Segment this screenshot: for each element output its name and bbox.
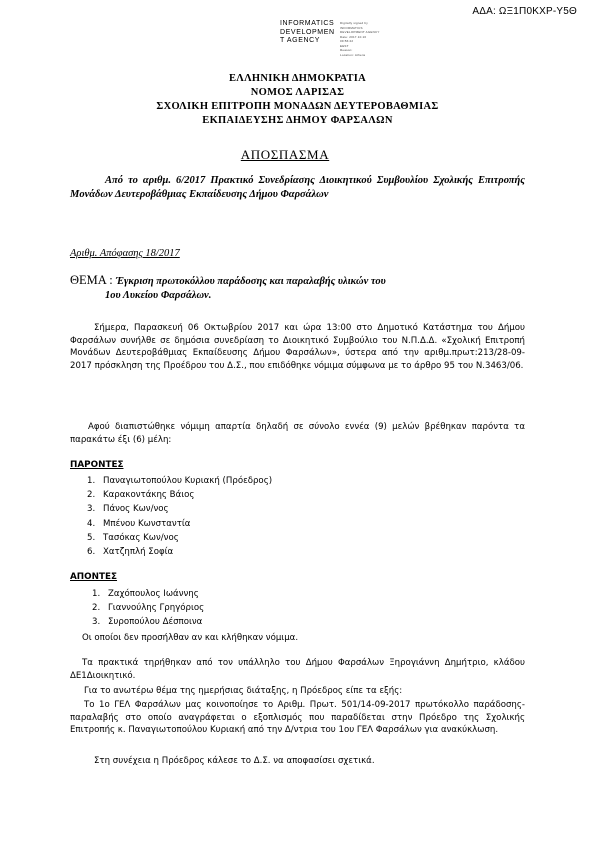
member-name: Ζαχόπουλος Ιωάννης [108,589,199,599]
meeting-paragraph: Σήμερα, Παρασκευή 06 Οκτωβρίου 2017 και ώρα 13:00 στο Δημοτικό Κατάστημα του Δήμου Φαρσάλων συνήλθε σε δημόσια συνεδρίαση το Διοικητικό Συμβούλιο του Ν.Π.Δ.Δ. «Σχολική Επιτροπή Μονάδων Δευτεροβάθμιας Εκπαίδευσης Δήμου Φαρσάλων», ύστερα από την αριθμ.πρωτ:213/28-09-2017 πρόσκληση της Προέδρου του Δ.Σ., που επιδόθηκε νόμιμα σύμφωνα με το άρθρο 95 του Ν.3463/06. [70,323,525,371]
absence-note-paragraph: Οι οποίοι δεν προσήλθαν αν και κλήθηκαν νόμιμα. [82,633,299,643]
list-item [87,545,272,559]
stamp-signer [280,20,335,46]
stamp-detail-line: INFORMATICS [340,25,363,30]
list-item [87,502,272,516]
header-line: ΝΟΜΟΣ ΛΑΡΙΣΑΣ [250,87,345,98]
present-heading: ΠΑΡΟΝΤΕΣ [70,460,124,470]
stamp-detail-line: Digitally signed by [340,21,368,25]
list-number: 2. [92,603,101,614]
subject-label: ΘΕΜΑ : [70,273,116,287]
header-line: ΕΚΠΑΙΔΕΥΣΗΣ ΔΗΜΟΥ ΦΑΡΣΑΛΩΝ [202,115,393,126]
list-item [87,517,272,531]
subject-text-line1: Έγκριση πρωτοκόλλου παράδοσης και παραλαβής υλικών του [115,276,386,287]
list-item [87,531,272,545]
list-item [87,474,272,488]
stamp-detail-line: Reason: [340,48,353,52]
list-item [87,488,272,502]
list-number: 1. [92,589,101,599]
document-title: ΑΠΟΣΠΑΣΜΑ [240,147,330,162]
stamp-detail-line: EEST [340,43,349,48]
list-number: 2. [87,490,96,501]
member-name: Μπένου Κωνσταντία [103,518,191,529]
minutes-keeper-paragraph: Τα πρακτικά τηρήθηκαν από τον υπάλληλο του Δήμου Φαρσάλων Ξηρογιάννη Δημήτριο, κλάδου ΔΕ1Διοικητικό. [70,658,525,681]
absent-members-list [92,587,204,630]
member-name: Συροπούλου Δέσποινα [108,617,203,628]
present-members-list [87,474,272,559]
quorum-paragraph: Αφού διαπιστώθηκε νόμιμη απαρτία δηλαδή σε σύνολο εννέα (9) μελών βρέθηκαν παρόντα τα παρακάτω έξι (6) μέλη: [70,422,525,445]
stamp-signer-line: DEVELOPMEN [280,28,335,36]
absent-heading: ΑΠΟΝΤΕΣ [70,572,118,582]
list-number: 4. [87,518,96,529]
member-name: Γιαννούλης Γρηγόριος [108,603,205,614]
handover-protocol-paragraph: Το 1ο ΓΕΛ Φαρσάλων μας κοινοποίησε το Αριθμ. Πρωτ. 501/14-09-2017 πρωτόκολλο παράδοσης-παραλαβής στο οποίο αναγράφεται ο εξοπλισμός που παραδίδεται στην Πρόεδρο της Σχολικής Επιτροπής κ. Παναγιωτοπούλου Κυριακή από την Δ/ντρια του 1ου ΓΕΛ Φαρσάλων για ανακύκλωση. [70,700,525,736]
member-name: Χατζηπλή Σοφία [103,547,174,558]
header-line: ΕΛΛΗΝΙΚΗ ΔΗΜΟΚΡΑΤΙΑ [228,73,367,84]
subject-text-line2: 1ου Λυκείου Φαρσάλων. [105,290,212,301]
list-number: 3. [92,617,101,628]
list-item [92,615,204,629]
decision-number: Αριθμ. Απόφασης 18/2017 [70,248,180,259]
document-header [0,72,595,128]
intro-paragraph: Από το αριθμ. 6/2017 Πρακτικό Συνεδρίασης Διοικητικού Συμβουλίου Σχολικής Επιτροπής Μονάδων Δευτεροβάθμιας Εκπαίδευσης Δήμου Φαρσάλων [70,175,525,200]
closing-paragraph: Στη συνέχεια η Πρόεδρος κάλεσε το Δ.Σ. να αποφασίσει σχετικά. [94,756,375,766]
list-number: 5. [87,532,96,543]
agenda-intro-paragraph: Για το ανωτέρω θέμα της ημερήσιας διάταξης, η Πρόεδρος είπε τα εξής: [84,686,403,696]
stamp-details [340,21,380,57]
stamp-signer-line: T AGENCY [280,37,321,44]
header-line: ΣΧΟΛΙΚΗ ΕΠΙΤΡΟΠΗ ΜΟΝΑΔΩΝ ΔΕΥΤΕΡΟΒΑΘΜΙΑΣ [156,101,439,112]
member-name: Καρακοντάκης Βάιος [103,490,195,501]
ada-code: ΑΔΑ: ΩΞ1Π0ΚΧΡ-Υ5Θ [472,6,577,17]
list-number: 6. [87,547,96,558]
list-item [92,601,204,615]
stamp-detail-line: Date: 2017.10.10 09:56:22 [340,34,367,43]
subject [70,273,530,303]
stamp-detail-line: DEVELOPMENT AGENCY [340,30,380,34]
stamp-detail-line: Location: Athens [340,52,366,57]
stamp-signer-line: INFORMATICS [280,20,335,27]
member-name: Τασόκας Κων/νος [103,532,179,543]
member-name: Παναγιωτοπούλου Κυριακή (Πρόεδρος) [103,476,273,486]
list-item [92,587,204,601]
list-number: 1. [87,476,96,486]
member-name: Πάνος Κων/νος [103,504,169,515]
list-number: 3. [87,504,96,515]
